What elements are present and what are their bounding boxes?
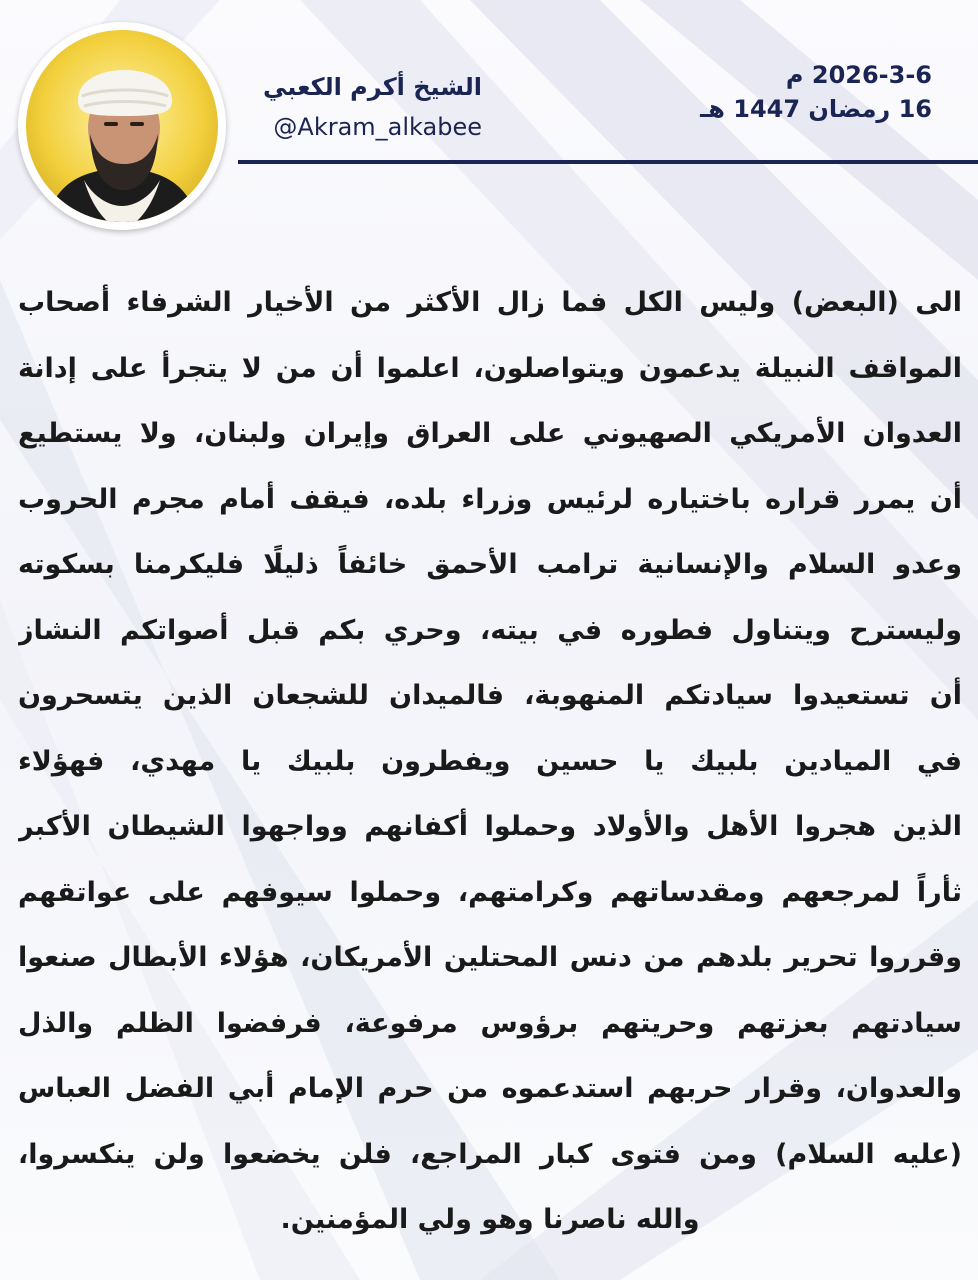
author-avatar [18, 22, 226, 230]
text-line: الذين هجروا الأهل والأولاد وحملوا أكفانهم وواجهوا الشيطان الأكبر [18, 811, 962, 842]
hijri-date: 16 رمضان 1447 هـ [700, 95, 932, 123]
gregorian-date: 2026-3-6 م [785, 61, 932, 89]
header-divider [238, 160, 978, 164]
text-line: ثأراً لمرجعهم ومقدساتهم وكرامتهم، وحملوا سيوفهم على عواتقهم [18, 876, 962, 908]
text-line: الى (البعض) وليس الكل فما زال الأكثر من الأخيار الشرفاء أصحاب [18, 287, 962, 318]
portrait-image [26, 30, 218, 222]
statement-text [18, 270, 962, 1253]
text-line-closing: والله ناصرنا وهو ولي المؤمنين. [280, 1204, 700, 1235]
text-line: وعدو السلام والإنسانية ترامب الأحمق خائفاً ذليلًا فليكرمنا بسكوته [18, 549, 962, 580]
author-name: الشيخ أكرم الكعبي [263, 73, 482, 101]
text-line: العدوان الأمريكي الصهيوني على العراق وإيران ولبنان، ولا يستطيع [18, 418, 962, 449]
text-line: المواقف النبيلة يدعمون ويتواصلون، اعلموا أن من لا يتجرأ على إدانة [18, 352, 962, 384]
text-line: وقرروا تحرير بلدهم من دنس المحتلين الأمريكان، هؤلاء الأبطال صنعوا [18, 942, 962, 973]
date-block [672, 58, 932, 126]
text-line: والعدوان، وقرار حربهم استدعموه من حرم الإمام أبي الفضل العباس [18, 1073, 962, 1104]
text-line: في الميادين بلبيك يا حسين ويفطرون بلبيك يا مهدي، فهؤلاء [18, 745, 962, 777]
author-info [250, 70, 482, 146]
text-line: سيادتهم بعزتهم وحريتهم برؤوس مرفوعة، فرفضوا الظلم والذل [18, 1007, 962, 1039]
text-line: أن يمرر قراره باختياره لرئيس وزراء بلده، فيقف أمام مجرم الحروب [18, 483, 962, 515]
text-line: وليسترح ويتناول فطوره في بيته، وحري بكم قبل أصواتكم النشاز [18, 614, 962, 646]
author-handle: @Akram_alkabee [273, 113, 482, 141]
text-line: (عليه السلام) ومن فتوى كبار المراجع، فلن يخضعوا ولن ينكسروا، [18, 1138, 962, 1170]
text-line: أن تستعيدوا سيادتكم المنهوبة، فالميدان للشجعان الذين يتسحرون [18, 680, 962, 711]
